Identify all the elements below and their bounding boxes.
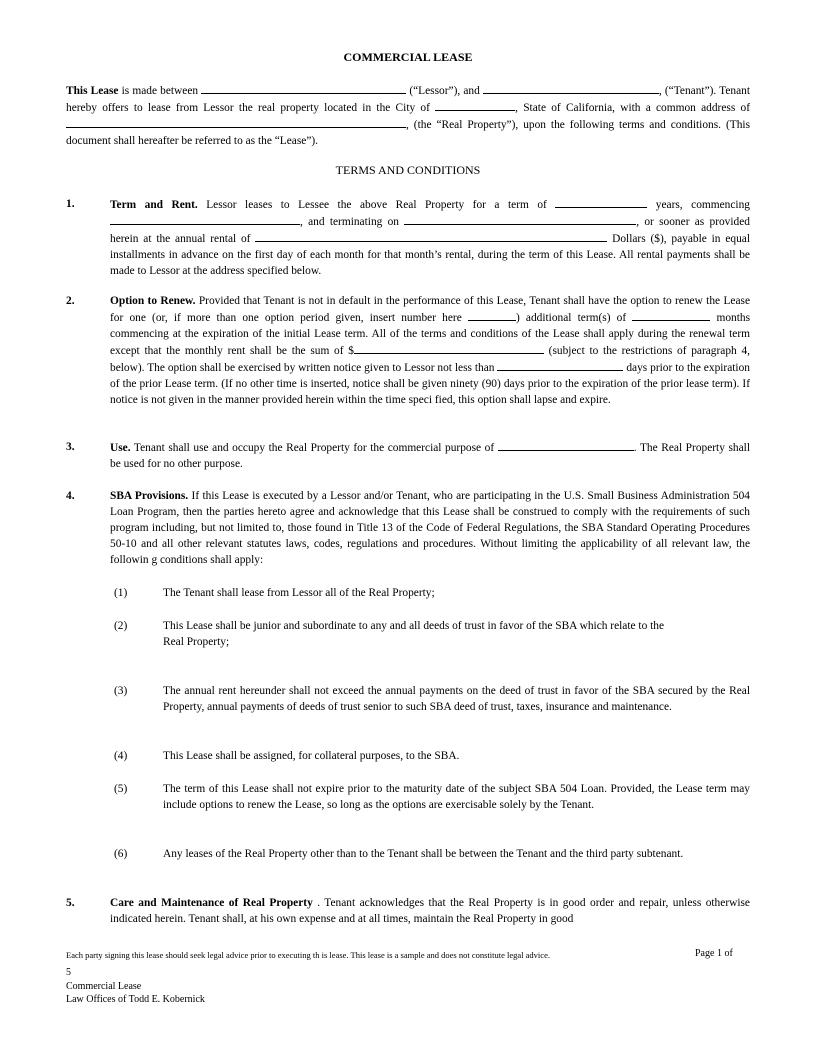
tenant-name-blank[interactable]	[483, 82, 659, 94]
section-text: , or sooner as provided herein at the annual rental of	[110, 216, 750, 245]
city-blank[interactable]	[435, 99, 515, 111]
item-text: This Lease shall be junior and subordinate to any and all deeds of trust in favor of the SBA which relate to the	[163, 620, 665, 632]
sba-condition-item	[114, 846, 750, 862]
item-number: (5)	[114, 783, 128, 795]
option-count-blank[interactable]	[468, 309, 516, 321]
section-heading: Care and Maintenance of Real Property	[110, 897, 313, 909]
intro-text: , (the “Real Property”), upon the following terms and conditions. (This document shall hereafter be referred to as the “Lease”).	[66, 119, 750, 147]
section-number: 2.	[66, 295, 75, 307]
section-text: Lessor leases to Lessee the above Real Property for a term of	[197, 199, 556, 211]
item-number: (6)	[114, 848, 128, 860]
section-number: 1.	[66, 198, 75, 210]
annual-rental-blank[interactable]	[255, 230, 607, 242]
section-heading: Option to Renew.	[110, 295, 196, 307]
legal-disclaimer: Each party signing this lease should seek legal advice prior to executing th is lease. This lease is a sample and does not constitute legal advice.	[66, 950, 550, 960]
item-text: The Tenant shall lease from Lessor all of the Real Property;	[163, 587, 435, 599]
sba-condition-item	[114, 748, 750, 764]
document-title: COMMERCIAL LEASE	[343, 50, 473, 64]
terminating-date-blank[interactable]	[404, 213, 636, 225]
section-number: 4.	[66, 490, 75, 502]
item-number: (1)	[114, 587, 128, 599]
item-text-continued: Real Property;	[163, 636, 230, 648]
section-text: . Tenant acknowledges that the Real Property is in good order and repair, unless otherwise indicated herein. Tenant shall, at his own expense and at all times, maintain the Real Property in good	[110, 897, 750, 925]
lease-term-blank[interactable]	[555, 196, 647, 208]
lessor-name-blank[interactable]	[201, 82, 406, 94]
section-term-rent	[66, 196, 750, 279]
section-text: months commencing at the expiration of the initial Lease term. All of the terms and conditions of the Lease shall apply during the renewal term except that the monthly rent shall be the sum of $	[110, 312, 750, 357]
terms-heading: TERMS AND CONDITIONS	[335, 163, 481, 177]
section-heading: Term and Rent.	[110, 199, 198, 211]
section-text: If this Lease is executed by a Lessor and/or Tenant, who are participating in the U.S. Small Business Administration 504 Loan Program, then the parties hereto agree and acknowledge that this Lease shall be construed to comply with the requirements of such program including, but not limited to, those found in Title 13 of the Code of Federal Regulations, the SBA Standard Operating Procedures 50-10 and all other relevant statutes laws, codes, regulations and procedures. Without limiting the applicability of all relevant law, the followin g conditions shall apply:	[110, 490, 750, 566]
intro-text: , (“Tenant”). Tenant hereby offers to lease from Lessor the real property located in the City of	[66, 85, 751, 114]
item-text: Any leases of the Real Property other than to the Tenant shall be between the Tenant and the third party subtenant.	[163, 848, 684, 860]
law-firm: Law Offices of Todd E. Kobernick	[66, 994, 205, 1005]
section-number: 3.	[66, 441, 75, 453]
section-option-renew	[66, 293, 750, 408]
sba-condition-item	[114, 618, 750, 650]
page-total: 5	[66, 967, 71, 978]
section-text: Provided that Tenant is not in default in the performance of this Lease, Tenant shall have the option to renew the Lease for one (or, if more than one option period given, insert number here	[110, 295, 751, 324]
item-text: The annual rent hereunder shall not exceed the annual payments on the deed of trust in favor of the SBA secured by the Real Property, annual payments of deeds of trust senior to such SBA deed of trust, taxes, insurance and maintenance.	[163, 685, 750, 713]
intro-text: is made between	[118, 85, 202, 97]
section-number: 5.	[66, 897, 75, 909]
renewal-rent-blank[interactable]	[354, 342, 544, 354]
intro-text: (“Lessor”), and	[406, 85, 483, 97]
section-text: , and terminating on	[300, 216, 405, 228]
section-heading: Use.	[110, 442, 131, 454]
renewal-months-blank[interactable]	[632, 309, 710, 321]
section-text: (subject to the restrictions of paragraph 4, below). The option shall be exercised by written notice given to Lessor not less than	[110, 345, 750, 374]
section-text: days prior to the expiration of the prior Lease term. (If no other time is inserted, notice shall be given ninety (90) days prior to the expiration of the prior lease term). If notice is not given in the manner provided herein within the time speci fied, this option shall lapse and expire.	[110, 362, 750, 406]
item-text: This Lease shall be assigned, for collateral purposes, to the SBA.	[163, 750, 460, 762]
sba-condition-item	[114, 585, 750, 601]
address-blank[interactable]	[66, 116, 406, 128]
item-text: The term of this Lease shall not expire prior to the maturity date of the subject SBA 504 Loan. Provided, the Lease term may include options to renew the Lease, so long as the options are exercisable solely by the Tenant.	[163, 783, 750, 811]
item-number: (3)	[114, 685, 128, 697]
sba-condition-item	[114, 683, 750, 715]
section-text: years, commencing	[647, 199, 750, 211]
document-name: Commercial Lease	[66, 980, 142, 992]
section-text: Tenant shall use and occupy the Real Property for the commercial purpose of	[130, 442, 498, 454]
footer-block	[66, 966, 205, 1007]
section-text: ) additional term(s) of	[515, 312, 633, 324]
intro-lead: This Lease	[66, 85, 119, 97]
item-number: (4)	[114, 750, 128, 762]
item-number: (2)	[114, 620, 128, 632]
sba-condition-item	[114, 781, 750, 813]
section-sba-provisions	[66, 488, 750, 568]
notice-days-blank[interactable]	[497, 359, 623, 371]
commencing-date-blank[interactable]	[110, 213, 300, 225]
intro-text: , State of California, with a common address of	[515, 102, 750, 114]
intro-paragraph	[66, 82, 750, 149]
page-number: Page 1 of	[695, 948, 733, 959]
section-text: Dollars ($), payable in equal installments in advance on the first day of each month for that month’s rental, during the term of this Lease. All rental payments shall be made to Lessor at the address specified below.	[110, 233, 750, 277]
section-use	[66, 439, 750, 472]
section-text: . The Real Property shall be used for no other purpose.	[110, 442, 750, 470]
commercial-purpose-blank[interactable]	[498, 439, 634, 451]
section-care-maintenance	[66, 895, 750, 927]
section-heading: SBA Provisions.	[110, 490, 189, 502]
